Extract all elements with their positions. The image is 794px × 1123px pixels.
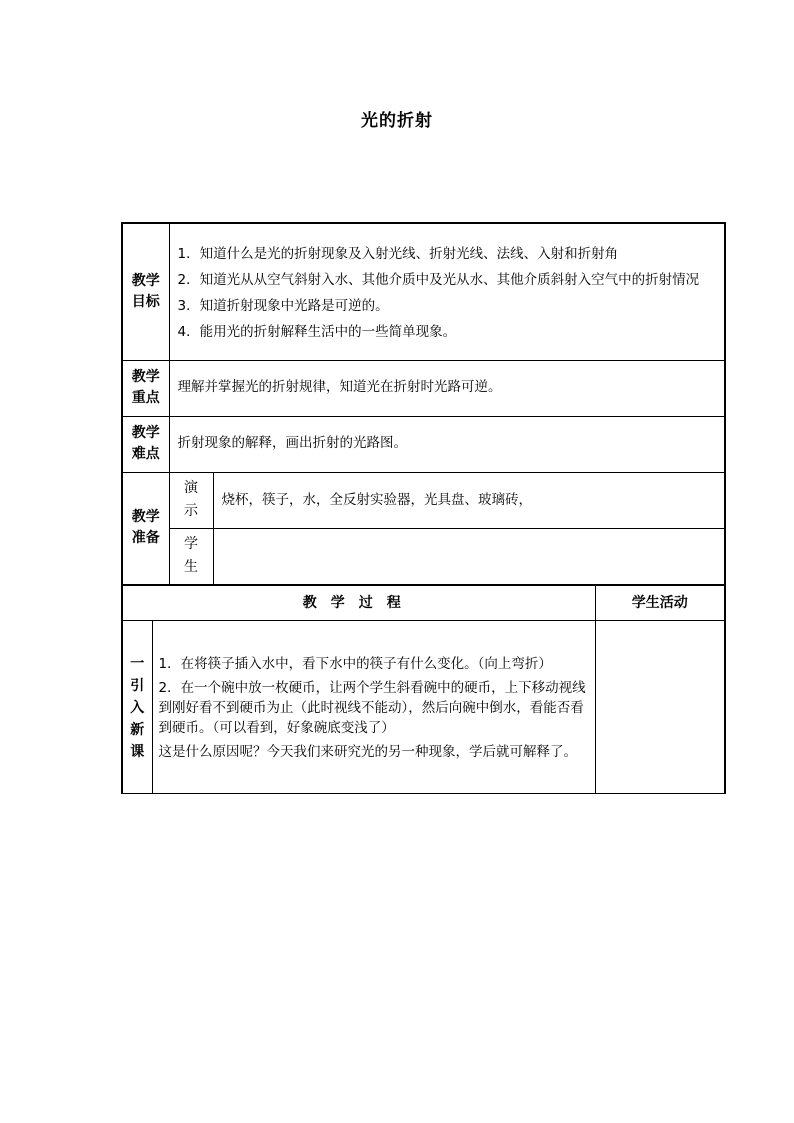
key-points-label: 教学 重点 — [122, 360, 169, 416]
goals-row — [122, 223, 725, 360]
intro-content — [152, 621, 595, 794]
lesson-info-table — [121, 222, 726, 585]
difficulties-text: 折射现象的解释，画出折射的光路图。 — [169, 416, 725, 472]
intro-section-label: 一 引 入 新 课 — [122, 621, 152, 794]
goals-content — [169, 223, 725, 360]
goal-item: 4．能用光的折射解释生活中的一些简单现象。 — [177, 323, 457, 340]
prep-student-row — [122, 528, 725, 584]
intro-row — [122, 621, 725, 794]
goal-item: 1．知道什么是光的折射现象及入射光线、折射光线、法线、入射和折射角 — [177, 245, 619, 262]
preparation-label: 教学 准备 — [122, 472, 169, 584]
process-header-row — [122, 585, 725, 621]
activity-header: 学生活动 — [595, 585, 725, 621]
goals-label: 教学 目标 — [122, 223, 169, 360]
goal-item: 2．知道光从从空气斜射入水、其他介质中及光从水、其他介质斜射入空气中的折射情况 — [177, 271, 700, 288]
intro-paragraph: 这是什么原因呢？今天我们来研究光的另一种现象，学后就可解释了。 — [158, 744, 577, 760]
key-points-text: 理解并掌握光的折射规律，知道光在折射时光路可逆。 — [169, 360, 725, 416]
process-header: 教学过程 — [122, 585, 595, 621]
difficulties-label: 教学 难点 — [122, 416, 169, 472]
demo-text: 烧杯，筷子，水，全反射实验器，光具盘、玻璃砖， — [213, 472, 725, 528]
process-table — [121, 584, 726, 794]
student-label: 学 生 — [169, 528, 213, 584]
student-text — [213, 528, 725, 584]
demo-label: 演 示 — [169, 472, 213, 528]
intro-student-activity — [595, 621, 725, 794]
key-points-row — [122, 360, 725, 416]
prep-demo-row — [122, 472, 725, 528]
goal-item: 3．知道折射现象中光路是可逆的。 — [177, 297, 389, 314]
page-title: 光的折射 — [361, 111, 433, 131]
intro-paragraph: 1．在将筷子插入水中，看下水中的筷子有什么变化。（向上弯折） — [158, 656, 552, 672]
intro-paragraph: 2．在一个碗中放一枚硬币，让两个学生斜看碗中的硬币，上下移动视线到刚好看不到硬币为止（此时视线不能动），然后向碗中倒水，看能否看到硬币。（可以看到，好象碗底变浅了） — [158, 680, 586, 736]
difficulties-row — [122, 416, 725, 472]
